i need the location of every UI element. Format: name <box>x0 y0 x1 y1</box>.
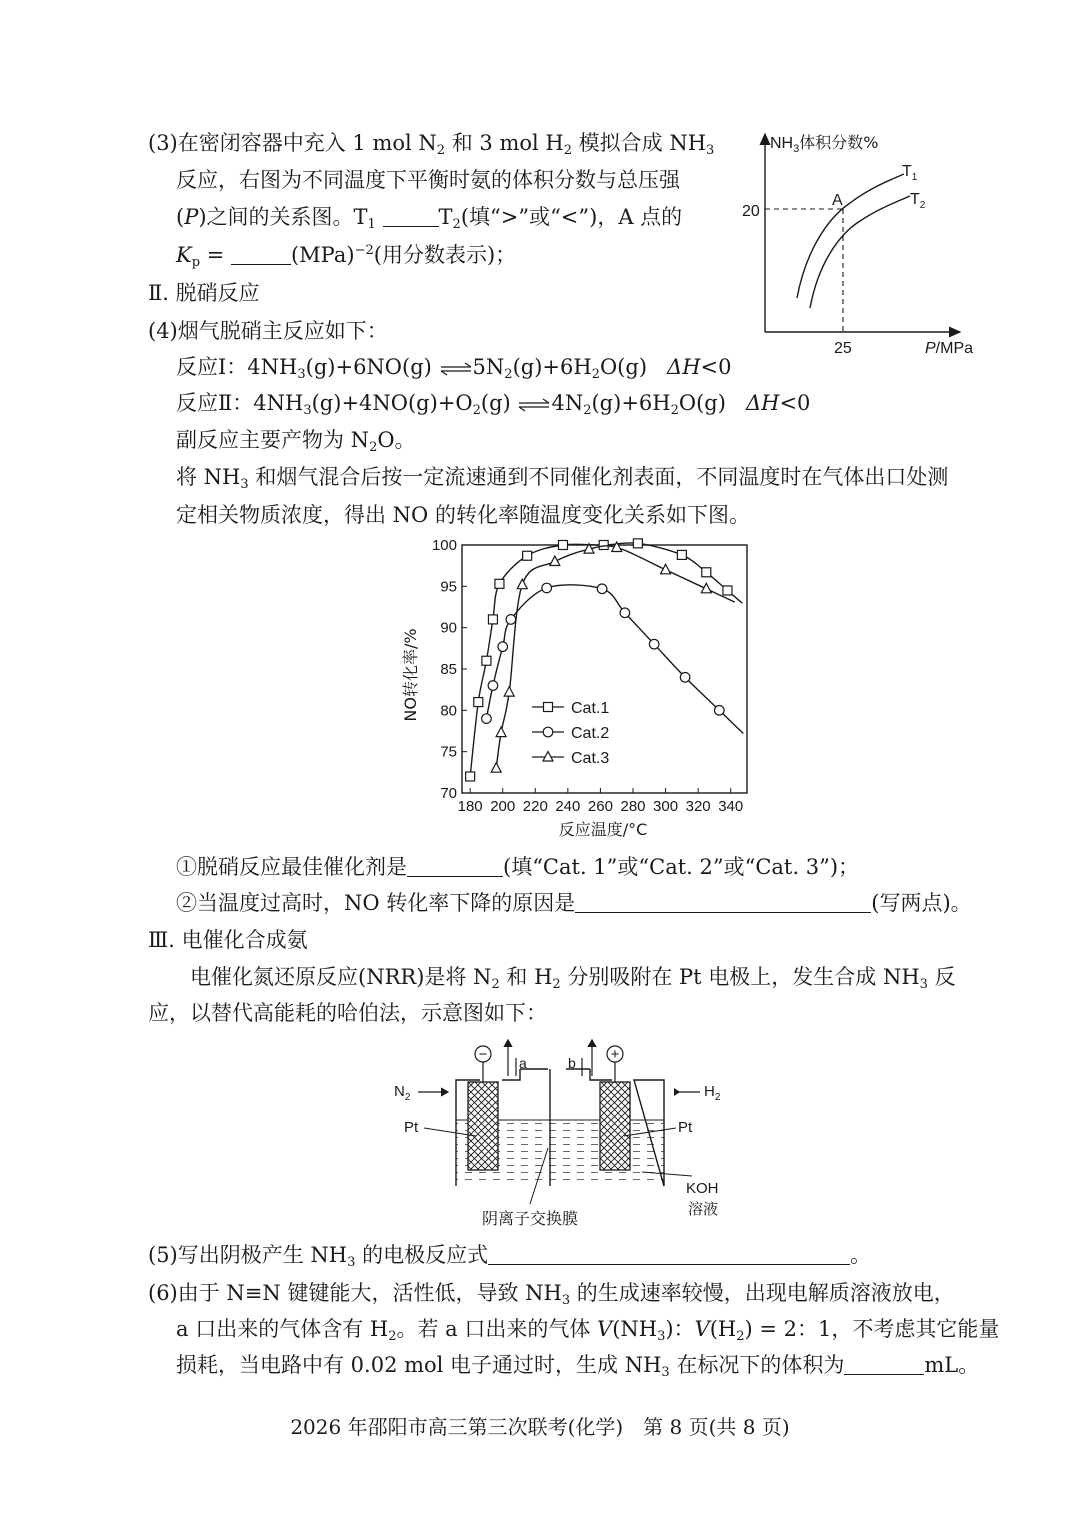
q4-sub1: ①脱硝反应最佳催化剂是 (填“Cat. 1”或“Cat. 2”或“Cat. 3”)； <box>176 855 860 879</box>
data-point-cat2 <box>506 615 516 625</box>
x-tick-label: 220 <box>522 798 548 815</box>
graph1-xlabel: P/MPa <box>925 340 974 357</box>
electrolysis-cell-diagram <box>380 1036 760 1236</box>
data-point-cat3 <box>517 579 527 589</box>
data-point-cat1 <box>677 550 686 559</box>
graph1-label-t1: $T_1$ <box>902 163 918 183</box>
series-line-cat3 <box>496 546 735 768</box>
chart-ylabel: NO转化率/% <box>401 628 420 722</box>
data-point-cat1 <box>482 656 491 665</box>
section3-title: Ⅲ. 电催化合成氨 <box>148 928 308 952</box>
legend-marker-icon <box>543 752 553 762</box>
data-point-cat3 <box>661 564 671 574</box>
section2-title: Ⅱ. 脱硝反应 <box>148 281 260 305</box>
right-pt-electrode <box>600 1082 630 1170</box>
q5: (5)写出阴极产生 $NH_3$ 的电极反应式 。 <box>148 1243 872 1270</box>
data-point-cat1 <box>495 579 504 588</box>
data-point-cat1 <box>488 615 497 624</box>
data-point-cat3 <box>504 687 514 697</box>
answer-blank-t-compare[interactable] <box>383 204 439 227</box>
graph1-point-a: A <box>832 192 843 209</box>
y-tick-label: 85 <box>440 661 457 678</box>
graph1-curve-t2 <box>810 196 910 308</box>
page-footer: 2026 年邵阳市高三第三次联考(化学) 第 8 页(共 8 页) <box>290 1415 790 1439</box>
x-tick-label: 200 <box>490 798 516 815</box>
q4-intro: (4)烟气脱硝主反应如下： <box>148 319 388 343</box>
legend-label: Cat.1 <box>571 700 610 717</box>
answer-blank-electrode-equation[interactable] <box>488 1242 850 1265</box>
x-tick-label: 320 <box>685 798 711 815</box>
q3-line4: $K_p = (MPa)^{-2}$(用分数表示)； <box>176 243 517 270</box>
x-tick-label: 280 <box>620 798 646 815</box>
data-point-cat1 <box>474 698 483 707</box>
x-tick-label: 180 <box>457 798 483 815</box>
q3-line1: (3)在密闭容器中充入 1 mol $N_2$ 和 3 mol $H_2$ 模拟合成 $NH_3$ <box>148 131 715 158</box>
chart-xlabel: 反应温度/°C <box>558 820 648 839</box>
graph1-curve-t1 <box>797 174 904 298</box>
y-tick-label: 90 <box>440 619 457 637</box>
data-point-cat2 <box>715 706 725 716</box>
right-pt-label: Pt <box>678 1119 693 1136</box>
plus-sign: + <box>610 1046 620 1063</box>
data-point-cat1 <box>466 772 475 781</box>
graph1-ytick-20: 20 <box>742 203 760 220</box>
y-tick-label: 75 <box>440 743 457 761</box>
data-point-cat2 <box>649 639 659 649</box>
q6-line1: (6)由于 N≡N 键键能大，活性低，导致 $NH_3$ 的生成速率较慢，出现电解质溶液放电， <box>148 1281 955 1308</box>
koh-label: KOH <box>686 1180 719 1197</box>
legend-label: Cat.2 <box>571 725 610 742</box>
nrr-para1: 电催化氮还原反应(NRR)是将 $N_2$ 和 $H_2$ 分别吸附在 Pt 电极上，发生合成 $NH_3$ 反 <box>190 965 956 992</box>
data-point-cat3 <box>550 556 560 566</box>
solution-label: 溶液 <box>688 1200 719 1218</box>
y-tick-label: 100 <box>431 537 457 554</box>
left-pt-electrode <box>468 1082 498 1170</box>
data-point-cat2 <box>620 608 630 618</box>
q6-line3: 损耗，当电路中有 0.02 mol 电子通过时，生成 $NH_3$ 在标况下的体积为 mL。 <box>176 1353 980 1380</box>
data-point-cat3 <box>496 727 506 737</box>
x-tick-label: 340 <box>718 798 744 815</box>
equilibrium-arrow <box>517 398 551 412</box>
data-point-cat3 <box>491 763 501 773</box>
y-tick-label: 95 <box>440 578 457 596</box>
legend-marker-icon <box>543 727 553 737</box>
data-point-cat2 <box>482 714 492 724</box>
legend-label: Cat.3 <box>571 750 610 767</box>
nrr-para2: 应，以替代高能耗的哈伯法，示意图如下： <box>148 1001 547 1025</box>
minus-sign: − <box>478 1046 488 1063</box>
data-point-cat1 <box>599 541 608 550</box>
data-point-cat1 <box>558 541 567 550</box>
equilibrium-graph <box>730 120 990 365</box>
graph1-xtick-25: 25 <box>834 340 852 357</box>
answer-blank-kp[interactable] <box>231 242 291 265</box>
q4-para1: 将 $NH_3$ 和烟气混合后按一定流速通到不同催化剂表面，不同温度时在气体出口处测 <box>176 465 949 492</box>
answer-blank-reason[interactable] <box>575 890 871 913</box>
series-line-cat2 <box>486 585 743 734</box>
legend-marker-icon <box>544 703 553 712</box>
membrane-label: 阴离子交换膜 <box>482 1209 579 1228</box>
q4-reaction2: 反应Ⅱ：$4NH_3(g)+4NO(g)+O_2(g)$ $4N_2(g)+6H_2O(g)$ ΔH<0 <box>176 391 811 418</box>
q3-line2: 反应，右图为不同温度下平衡时氨的体积分数与总压强 <box>176 168 680 192</box>
port-b-label: b <box>568 1055 576 1071</box>
q4-para2: 定相关物质浓度，得出 NO 的转化率随温度变化关系如下图。 <box>176 503 750 527</box>
q4-side-product: 副反应主要产物为 $N_2O$。 <box>176 428 416 455</box>
data-point-cat2 <box>488 681 498 691</box>
q6-line2: a 口出来的气体含有 $H_2$。若 a 口出来的气体 $V(NH_3)$：$V(H_2) = 2$：1，不考虑其它能量 <box>176 1317 1000 1344</box>
data-point-cat2 <box>498 642 508 652</box>
data-point-cat1 <box>633 539 642 548</box>
x-tick-label: 260 <box>587 798 613 815</box>
no-conversion-chart <box>392 530 772 848</box>
data-point-cat2 <box>597 584 607 594</box>
equilibrium-arrow <box>439 362 473 376</box>
n2-inlet-label: $N_2$ <box>394 1083 411 1103</box>
left-pt-label: Pt <box>404 1119 419 1136</box>
answer-blank-nh3-volume[interactable] <box>844 1352 924 1375</box>
y-tick-label: 70 <box>440 785 457 802</box>
q4-reaction1: 反应Ⅰ：$4NH_3(g)+6NO(g)$ $5N_2(g)+6H_2O(g)$ ΔH<0 <box>176 355 732 382</box>
data-point-cat1 <box>702 568 711 577</box>
h2-inlet-label: $H_2$ <box>704 1083 721 1103</box>
port-a-label: a <box>519 1055 527 1071</box>
graph1-label-t2: $T_2$ <box>910 191 926 211</box>
data-point-cat3 <box>701 583 711 593</box>
x-tick-label: 240 <box>555 798 581 815</box>
q4-sub2: ②当温度过高时，NO 转化率下降的原因是 (写两点)。 <box>176 891 972 915</box>
data-point-cat1 <box>723 586 732 595</box>
data-point-cat2 <box>542 583 552 593</box>
data-point-cat2 <box>680 672 690 682</box>
graph1-ylabel: $NH_3$体积分数% <box>770 133 879 155</box>
x-tick-label: 300 <box>653 798 679 815</box>
answer-blank-best-catalyst[interactable] <box>407 854 503 877</box>
q3-line3: (P)之间的关系图。$T_1$ $T_2$(填“>”或“<”)，A 点的 <box>176 205 683 232</box>
y-tick-label: 80 <box>440 702 457 720</box>
data-point-cat1 <box>523 551 532 560</box>
